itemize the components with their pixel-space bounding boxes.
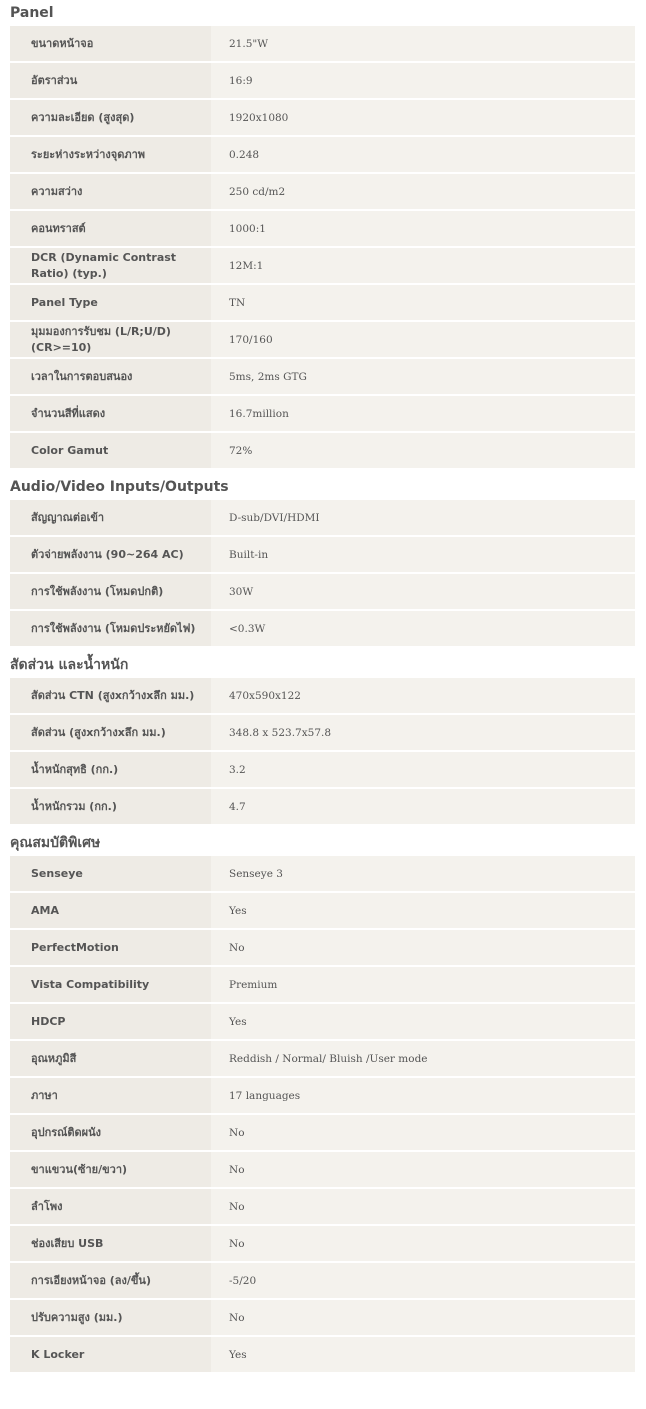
table-row (10, 789, 635, 826)
table-row (10, 433, 635, 470)
spec-label: ความละเอียด (สูงสุด) (10, 100, 211, 137)
spec-value: 72% (211, 433, 635, 470)
spec-label: การใช้พลังงาน (โหมดประหยัดไฟ) (10, 611, 211, 648)
table-row (10, 285, 635, 322)
table-row (10, 611, 635, 648)
table-row (10, 137, 635, 174)
table-row (10, 930, 635, 967)
section-special-features (10, 834, 635, 1374)
spec-label: ปรับความสูง (มม.) (10, 1300, 211, 1337)
spec-label: ความสว่าง (10, 174, 211, 211)
spec-value: No (211, 1300, 635, 1337)
spec-value: 5ms, 2ms GTG (211, 359, 635, 396)
table-row (10, 396, 635, 433)
spec-value: No (211, 930, 635, 967)
table-row (10, 967, 635, 1004)
spec-value: 250 cd/m2 (211, 174, 635, 211)
spec-value: 12M:1 (211, 248, 635, 285)
spec-label: การใช้พลังงาน (โหมดปกติ) (10, 574, 211, 611)
spec-value: No (211, 1115, 635, 1152)
table-row (10, 174, 635, 211)
spec-label: K Locker (10, 1337, 211, 1374)
spec-value: 30W (211, 574, 635, 611)
spec-label: ขนาดหน้าจอ (10, 26, 211, 63)
spec-label: อัตราส่วน (10, 63, 211, 100)
section-title: คุณสมบัติพิเศษ (10, 835, 101, 851)
spec-value: -5/20 (211, 1263, 635, 1300)
table-row (10, 100, 635, 137)
spec-label: ช่องเสียบ USB (10, 1226, 211, 1263)
spec-label: อุณหภูมิสี (10, 1041, 211, 1078)
table-row (10, 1041, 635, 1078)
table-row (10, 211, 635, 248)
spec-value: Built-in (211, 537, 635, 574)
spec-label: ภาษา (10, 1078, 211, 1115)
spec-value: 0.248 (211, 137, 635, 174)
table-row (10, 893, 635, 930)
spec-value: <0.3W (211, 611, 635, 648)
spec-value: 170/160 (211, 322, 635, 359)
section-title: Panel (10, 5, 54, 21)
spec-value: 1000:1 (211, 211, 635, 248)
spec-label: Senseye (10, 856, 211, 893)
spec-label: Color Gamut (10, 433, 211, 470)
spec-label: ระยะห่างระหว่างจุดภาพ (10, 137, 211, 174)
spec-table (10, 678, 635, 826)
table-row (10, 715, 635, 752)
spec-table (10, 26, 635, 470)
section-panel (10, 4, 635, 470)
spec-value: No (211, 1152, 635, 1189)
spec-label: สัญญาณต่อเข้า (10, 500, 211, 537)
table-row (10, 574, 635, 611)
spec-table (10, 856, 635, 1374)
section-title: Audio/Video Inputs/Outputs (10, 479, 229, 495)
spec-label: HDCP (10, 1004, 211, 1041)
spec-table (10, 500, 635, 648)
spec-label: คอนทราสต์ (10, 211, 211, 248)
table-row (10, 359, 635, 396)
table-row (10, 26, 635, 63)
table-row (10, 678, 635, 715)
table-row (10, 1004, 635, 1041)
spec-value: Senseye 3 (211, 856, 635, 893)
spec-value: Premium (211, 967, 635, 1004)
spec-label: น้ำหนักสุทธิ (กก.) (10, 752, 211, 789)
table-row (10, 1263, 635, 1300)
spec-label: จำนวนสีที่แสดง (10, 396, 211, 433)
spec-value: Reddish / Normal/ Bluish /User mode (211, 1041, 635, 1078)
spec-label: ลำโพง (10, 1189, 211, 1226)
spec-label: DCR (Dynamic Contrast Ratio) (typ.) (10, 248, 211, 285)
spec-label: มุมมองการรับชม (L/R;U/D) (CR>=10) (10, 322, 211, 359)
spec-label: เวลาในการตอบสนอง (10, 359, 211, 396)
table-row (10, 500, 635, 537)
section-dimensions-weight (10, 656, 635, 826)
spec-value: No (211, 1226, 635, 1263)
spec-label: สัดส่วน CTN (สูงxกว้างxลึก มม.) (10, 678, 211, 715)
spec-value: 1920x1080 (211, 100, 635, 137)
spec-value: Yes (211, 1004, 635, 1041)
table-row (10, 1337, 635, 1374)
spec-label: PerfectMotion (10, 930, 211, 967)
spec-value: 16:9 (211, 63, 635, 100)
spec-value: 4.7 (211, 789, 635, 826)
table-row (10, 1115, 635, 1152)
spec-label: ตัวจ่ายพลังงาน (90~264 AC) (10, 537, 211, 574)
spec-value: 16.7million (211, 396, 635, 433)
spec-value: 3.2 (211, 752, 635, 789)
table-row (10, 856, 635, 893)
table-row (10, 1226, 635, 1263)
spec-value: 348.8 x 523.7x57.8 (211, 715, 635, 752)
spec-value: 470x590x122 (211, 678, 635, 715)
table-row (10, 1300, 635, 1337)
section-title: สัดส่วน และน้ำหนัก (10, 657, 129, 673)
spec-value: D-sub/DVI/HDMI (211, 500, 635, 537)
spec-label: Vista Compatibility (10, 967, 211, 1004)
table-row (10, 248, 635, 285)
table-row (10, 752, 635, 789)
spec-value: 21.5"W (211, 26, 635, 63)
spec-label: อุปกรณ์ติดผนัง (10, 1115, 211, 1152)
spec-label: การเอียงหน้าจอ (ลง/ขึ้น) (10, 1263, 211, 1300)
table-row (10, 1189, 635, 1226)
spec-value: Yes (211, 1337, 635, 1374)
table-row (10, 63, 635, 100)
spec-value: Yes (211, 893, 635, 930)
table-row (10, 1152, 635, 1189)
table-row (10, 537, 635, 574)
spec-label: ขาแขวน(ซ้าย/ขวา) (10, 1152, 211, 1189)
spec-label: น้ำหนักรวม (กก.) (10, 789, 211, 826)
spec-value: No (211, 1189, 635, 1226)
section-audio-video (10, 478, 635, 648)
spec-label: Panel Type (10, 285, 211, 322)
spec-label: AMA (10, 893, 211, 930)
spec-value: TN (211, 285, 635, 322)
table-row (10, 1078, 635, 1115)
table-row (10, 322, 635, 359)
spec-value: 17 languages (211, 1078, 635, 1115)
spec-label: สัดส่วน (สูงxกว้างxลึก มม.) (10, 715, 211, 752)
